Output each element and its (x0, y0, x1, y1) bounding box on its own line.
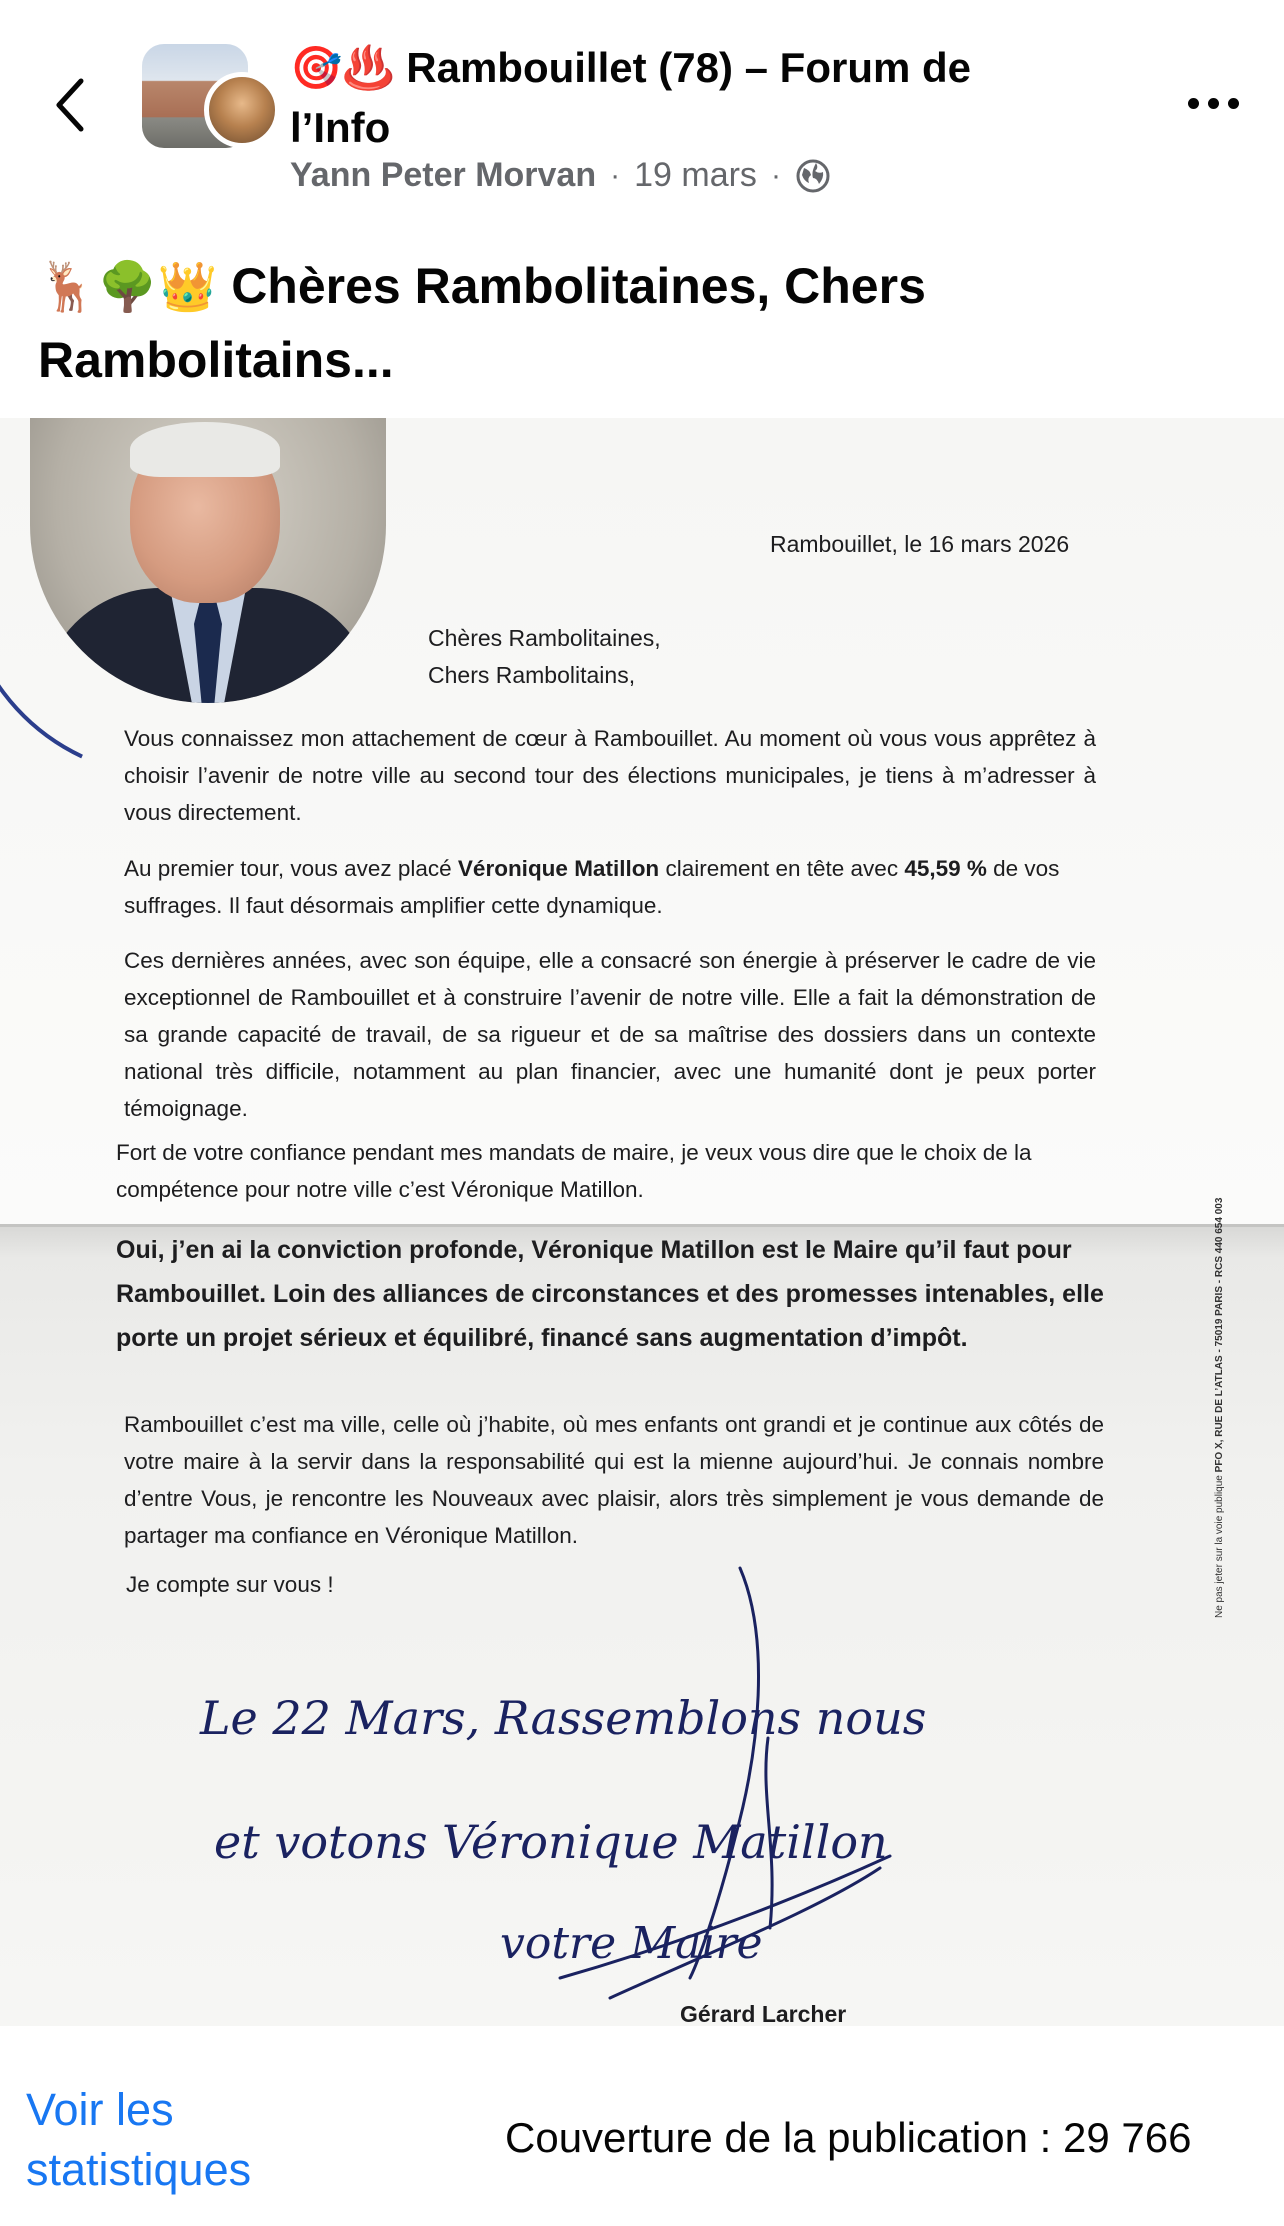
letter-closing: Je compte sur vous ! (126, 1572, 334, 1597)
meta-separator-2: · (770, 158, 781, 192)
more-dot (1228, 98, 1239, 109)
title-emojis: 🦌🌳👑 (38, 261, 218, 314)
back-button[interactable] (40, 60, 100, 150)
letter-fold-line (0, 1224, 1284, 1227)
letter-paragraph-5-bold: Oui, j’en ai la conviction profonde, Véronique Matillon est le Maire qu’il faut pour Rambouillet. Loin des alliances de circonstances et des promesses intenables, elle porte un projet sérieux et équilibré, financé sans augmentation d’impôt. (116, 1236, 1104, 1352)
group-emojis: 🎯♨️ (290, 44, 395, 91)
side-text: Ne pas jeter sur la voie publique (1214, 1475, 1225, 1618)
letter-portrait (30, 418, 386, 703)
group-avatar[interactable] (142, 44, 274, 152)
letter-paragraph-3: Ces dernières années, avec son équipe, elle a consacré son énergie à préserver le cadre de vie exceptionnel de Rambouillet et à construire l’avenir de notre ville. Elle a fait la démonstration de sa grande capacité de travail, de sa rigueur et de sa maîtrise des dossiers dans un contexte national très difficile, notamment au plan financier, avec une humanité dont je peux porter témoignage. (124, 948, 1096, 1121)
post-title: Chères Rambolitaines, Chers Rambolitains... (38, 258, 926, 388)
group-name: Rambouillet (78) – Forum de l’Info (290, 44, 972, 151)
more-options-button[interactable] (1178, 78, 1248, 128)
portrait-hair (130, 422, 280, 477)
letter-date: Rambouillet, le 16 mars 2026 (770, 531, 1070, 557)
side-text-bold: PFO X, RUE DE L’ATLAS - 75019 PARIS - RCS 440 654 003 (1214, 1197, 1225, 1473)
p2-candidate-name: Véronique Matillon (457, 856, 660, 881)
p2-mid: clairement en tête avec (659, 856, 905, 881)
post-footer (0, 2026, 1284, 2226)
handwritten-line-2: et votons Véronique Matillon (214, 1815, 888, 1869)
post-text (38, 250, 1258, 396)
view-statistics-link[interactable]: Voir les statistiques (26, 2084, 252, 2195)
letter-paragraph-6: Rambouillet c’est ma ville, celle où j’habite, où mes enfants ont grandi et je continue aux côtés de votre maire à la servir dans la responsabilité qui est la mienne aujourd’hui. Je connais nombre d’entre Vous, je rencontre les Nouveaux avec plaisir, alors très simplement je vous demande de partager ma confiance en Véronique Matillon. (124, 1412, 1104, 1548)
more-dot (1208, 98, 1219, 109)
letter-side-legal-text (1214, 1198, 1225, 1618)
handwritten-line-1: Le 22 Mars, Rassemblons nous (200, 1691, 927, 1745)
greeting-line-1: Chères Rambolitaines, (428, 625, 661, 651)
group-name-link[interactable] (290, 38, 1070, 158)
post-date[interactable]: 19 mars (634, 156, 757, 194)
letter-paragraph-1: Vous connaissez mon attachement de cœur à Rambouillet. Au moment où vous vous apprêtez à choisir l’avenir de notre ville au second tour des élections municipales, je tiens à m’adresser à vous directement. (124, 726, 1096, 825)
letter-greeting (428, 620, 661, 694)
greeting-line-2: Chers Rambolitains, (428, 662, 636, 688)
meta-separator: · (610, 158, 621, 192)
p2-post: de vos suffrages. Il faut désormais amplifier cette dynamique. (124, 856, 1060, 918)
author-name[interactable]: Yann Peter Morvan (290, 156, 597, 194)
post-photo-letter[interactable] (0, 418, 1284, 2026)
author-avatar[interactable] (204, 72, 280, 148)
letter-signature-name: Gérard Larcher (680, 2001, 847, 2026)
more-dot (1188, 98, 1199, 109)
p2-percentage: 45,59 % (904, 856, 987, 881)
letter-paragraph-4: Fort de votre confiance pendant mes mandats de maire, je veux vous dire que le choix de la compétence pour notre ville c’est Véronique Matillon. (116, 1140, 1032, 1202)
globe-icon (795, 158, 831, 194)
handwritten-line-3: votre Maire (500, 1918, 763, 1969)
post-meta (290, 156, 831, 195)
p2-pre: Au premier tour, vous avez placé (124, 856, 458, 881)
chevron-left-icon (53, 77, 87, 133)
letter-paragraph-2 (124, 850, 1096, 924)
post-reach: Couverture de la publication : 29 766 (505, 2114, 1192, 2161)
